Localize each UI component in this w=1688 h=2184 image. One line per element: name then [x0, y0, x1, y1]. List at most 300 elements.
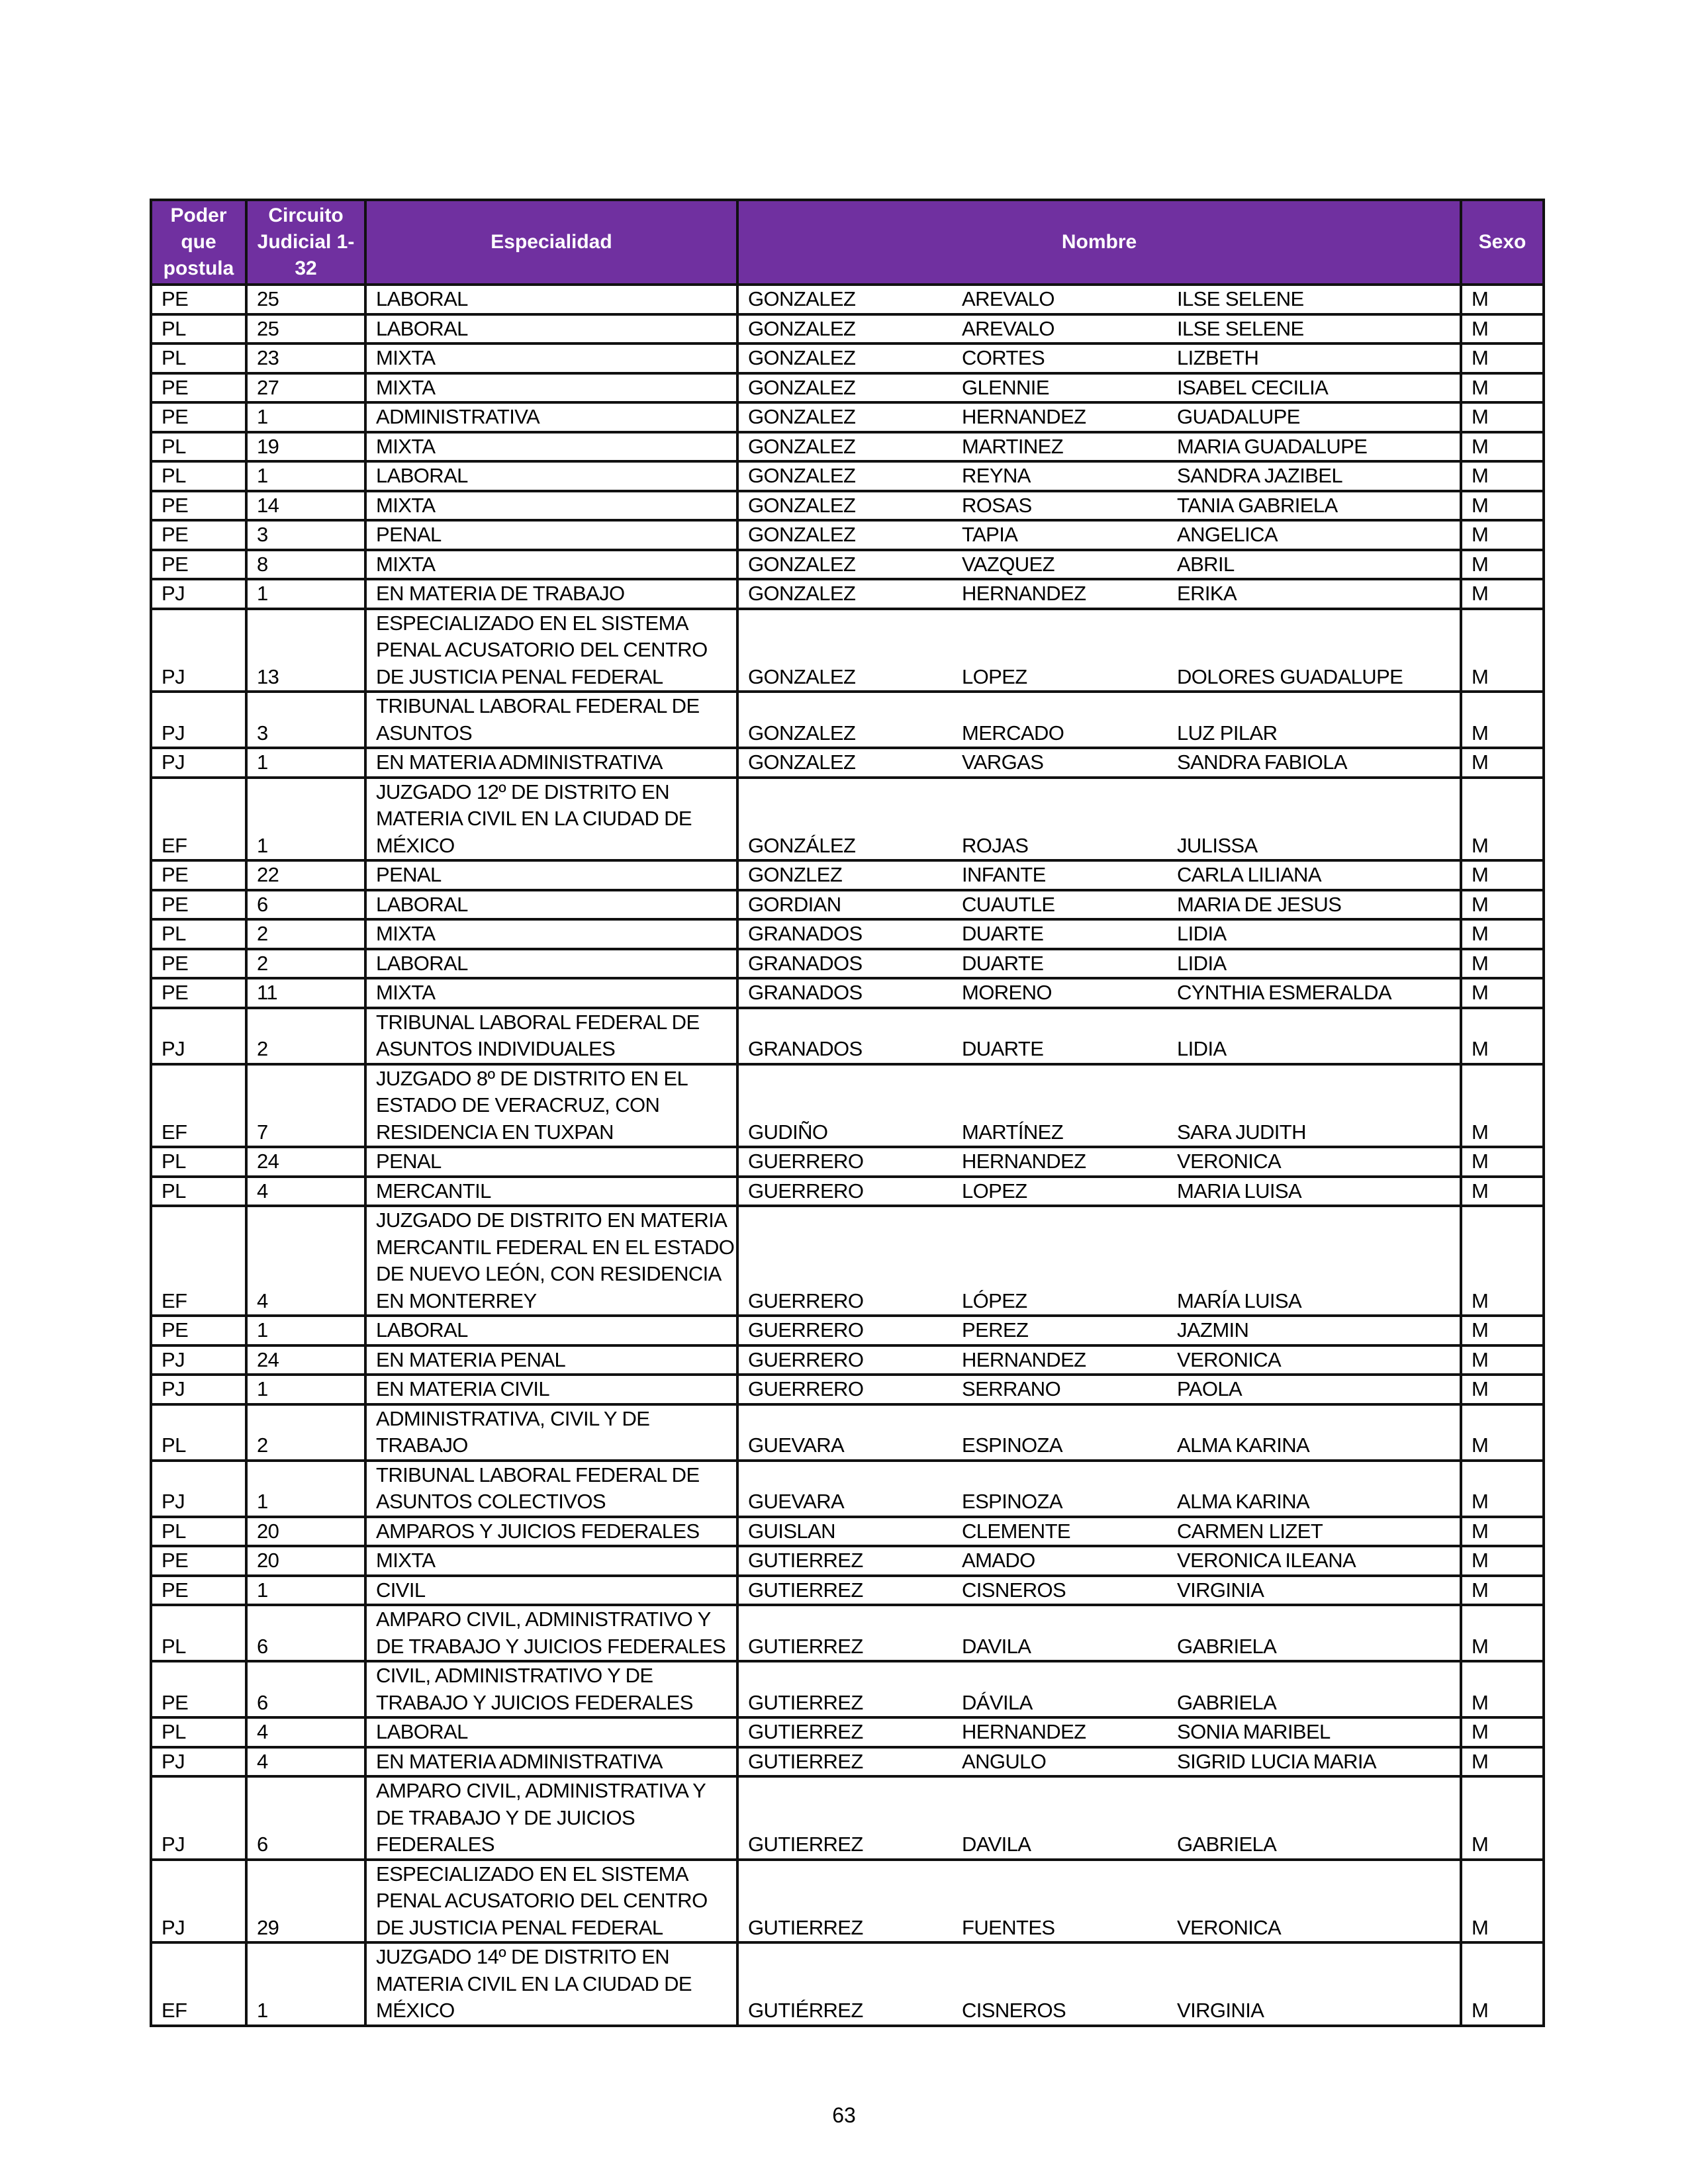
table-row: [151, 314, 1544, 344]
cell-circuito: 1: [246, 1375, 365, 1404]
cell-sexo: M: [1461, 1942, 1544, 2026]
table-row: [151, 579, 1544, 609]
cell-apellido-materno: SERRANO: [953, 1375, 1168, 1404]
cell-sexo: M: [1461, 890, 1544, 920]
cell-poder: PJ: [151, 1008, 246, 1064]
cell-apellido-materno: ROSAS: [953, 491, 1168, 521]
cell-circuito: 1: [246, 1316, 365, 1345]
cell-poder: PJ: [151, 1747, 246, 1777]
cell-especialidad: LABORAL: [365, 1316, 737, 1345]
cell-apellido-materno: HERNANDEZ: [953, 1345, 1168, 1375]
cell-poder: PE: [151, 1546, 246, 1576]
cell-poder: PE: [151, 1576, 246, 1606]
cell-circuito: 1: [246, 748, 365, 778]
cell-apellido-paterno: GUTIÉRREZ: [737, 1942, 953, 2026]
cell-apellido-paterno: GUERRERO: [737, 1147, 953, 1177]
cell-circuito: 4: [246, 1747, 365, 1777]
cell-apellido-paterno: GUEVARA: [737, 1404, 953, 1461]
cell-circuito: 3: [246, 692, 365, 748]
cell-sexo: M: [1461, 1461, 1544, 1517]
cell-apellido-materno: CLEMENTE: [953, 1517, 1168, 1547]
cell-poder: PJ: [151, 1461, 246, 1517]
cell-nombres: VERONICA: [1168, 1345, 1461, 1375]
cell-circuito: 1: [246, 1576, 365, 1606]
cell-especialidad: JUZGADO 14º DE DISTRITO EN MATERIA CIVIL EN LA CIUDAD DE MÉXICO: [365, 1942, 737, 2026]
table-row: [151, 550, 1544, 580]
cell-nombres: GUADALUPE: [1168, 402, 1461, 432]
table-row: [151, 1147, 1544, 1177]
cell-circuito: 23: [246, 343, 365, 373]
cell-poder: PJ: [151, 1345, 246, 1375]
cell-poder: PE: [151, 860, 246, 890]
table-body: [151, 285, 1544, 2026]
cell-apellido-paterno: GUERRERO: [737, 1206, 953, 1316]
cell-sexo: M: [1461, 579, 1544, 609]
cell-especialidad: MIXTA: [365, 1546, 737, 1576]
cell-apellido-paterno: GONZALEZ: [737, 748, 953, 778]
cell-apellido-materno: ESPINOZA: [953, 1404, 1168, 1461]
table-row: [151, 778, 1544, 861]
cell-apellido-materno: CORTES: [953, 343, 1168, 373]
cell-nombres: SARA JUDITH: [1168, 1064, 1461, 1148]
cell-nombres: SANDRA JAZIBEL: [1168, 461, 1461, 491]
cell-nombres: CYNTHIA ESMERALDA: [1168, 978, 1461, 1008]
cell-apellido-materno: DAVILA: [953, 1605, 1168, 1661]
table-row: [151, 1605, 1544, 1661]
cell-sexo: M: [1461, 520, 1544, 550]
cell-apellido-materno: CISNEROS: [953, 1942, 1168, 2026]
header-sexo: Sexo: [1461, 200, 1544, 285]
cell-poder: PE: [151, 1661, 246, 1717]
cell-apellido-paterno: GORDIAN: [737, 890, 953, 920]
cell-especialidad: TRIBUNAL LABORAL FEDERAL DE ASUNTOS INDIVIDUALES: [365, 1008, 737, 1064]
cell-apellido-materno: HERNANDEZ: [953, 1717, 1168, 1747]
cell-apellido-paterno: GUTIERREZ: [737, 1860, 953, 1943]
cell-circuito: 13: [246, 609, 365, 692]
cell-poder: PJ: [151, 579, 246, 609]
cell-apellido-materno: DUARTE: [953, 1008, 1168, 1064]
cell-nombres: ALMA KARINA: [1168, 1461, 1461, 1517]
cell-apellido-materno: REYNA: [953, 461, 1168, 491]
cell-poder: PJ: [151, 1860, 246, 1943]
cell-poder: PE: [151, 285, 246, 314]
cell-circuito: 24: [246, 1345, 365, 1375]
cell-nombres: ABRIL: [1168, 550, 1461, 580]
cell-apellido-paterno: GRANADOS: [737, 978, 953, 1008]
table-row: [151, 1717, 1544, 1747]
cell-sexo: M: [1461, 373, 1544, 403]
cell-sexo: M: [1461, 919, 1544, 949]
cell-circuito: 1: [246, 778, 365, 861]
table-row: [151, 919, 1544, 949]
cell-especialidad: MIXTA: [365, 550, 737, 580]
cell-nombres: DOLORES GUADALUPE: [1168, 609, 1461, 692]
cell-circuito: 14: [246, 491, 365, 521]
cell-sexo: M: [1461, 609, 1544, 692]
cell-apellido-paterno: GRANADOS: [737, 949, 953, 979]
cell-especialidad: MIXTA: [365, 343, 737, 373]
table-row: [151, 748, 1544, 778]
cell-circuito: 22: [246, 860, 365, 890]
cell-sexo: M: [1461, 1661, 1544, 1717]
cell-circuito: 1: [246, 461, 365, 491]
cell-poder: EF: [151, 1942, 246, 2026]
cell-especialidad: MIXTA: [365, 919, 737, 949]
table-row: [151, 1177, 1544, 1206]
cell-sexo: M: [1461, 748, 1544, 778]
cell-poder: PL: [151, 1517, 246, 1547]
cell-sexo: M: [1461, 285, 1544, 314]
cell-poder: EF: [151, 1206, 246, 1316]
cell-circuito: 24: [246, 1147, 365, 1177]
table-row: [151, 491, 1544, 521]
cell-poder: PL: [151, 314, 246, 344]
cell-sexo: M: [1461, 1860, 1544, 1943]
cell-circuito: 19: [246, 432, 365, 462]
cell-circuito: 4: [246, 1177, 365, 1206]
cell-especialidad: ADMINISTRATIVA, CIVIL Y DE TRABAJO: [365, 1404, 737, 1461]
cell-circuito: 2: [246, 919, 365, 949]
table-row: [151, 949, 1544, 979]
cell-apellido-materno: INFANTE: [953, 860, 1168, 890]
cell-apellido-materno: VAZQUEZ: [953, 550, 1168, 580]
cell-nombres: SIGRID LUCIA MARIA: [1168, 1747, 1461, 1777]
cell-apellido-materno: HERNANDEZ: [953, 402, 1168, 432]
cell-especialidad: EN MATERIA ADMINISTRATIVA: [365, 748, 737, 778]
table-row: [151, 890, 1544, 920]
cell-circuito: 25: [246, 314, 365, 344]
cell-apellido-paterno: GONZALEZ: [737, 579, 953, 609]
cell-especialidad: TRIBUNAL LABORAL FEDERAL DE ASUNTOS COLECTIVOS: [365, 1461, 737, 1517]
cell-poder: PL: [151, 1147, 246, 1177]
cell-sexo: M: [1461, 402, 1544, 432]
table-row: [151, 285, 1544, 314]
table-row: [151, 343, 1544, 373]
cell-apellido-materno: DAVILA: [953, 1776, 1168, 1860]
cell-apellido-paterno: GUISLAN: [737, 1517, 953, 1547]
cell-sexo: M: [1461, 1404, 1544, 1461]
cell-apellido-materno: AREVALO: [953, 314, 1168, 344]
cell-especialidad: ESPECIALIZADO EN EL SISTEMA PENAL ACUSATORIO DEL CENTRO DE JUSTICIA PENAL FEDERAL: [365, 609, 737, 692]
header-nombre: Nombre: [737, 200, 1461, 285]
cell-nombres: JULISSA: [1168, 778, 1461, 861]
cell-apellido-paterno: GUDIÑO: [737, 1064, 953, 1148]
cell-sexo: M: [1461, 1605, 1544, 1661]
cell-circuito: 20: [246, 1546, 365, 1576]
cell-apellido-paterno: GONZALEZ: [737, 343, 953, 373]
cell-sexo: M: [1461, 432, 1544, 462]
table-row: [151, 1747, 1544, 1777]
cell-circuito: 1: [246, 1461, 365, 1517]
cell-circuito: 2: [246, 1008, 365, 1064]
cell-sexo: M: [1461, 1147, 1544, 1177]
cell-circuito: 1: [246, 402, 365, 432]
cell-poder: PL: [151, 1177, 246, 1206]
cell-especialidad: LABORAL: [365, 314, 737, 344]
cell-apellido-materno: LOPEZ: [953, 1177, 1168, 1206]
cell-sexo: M: [1461, 1747, 1544, 1777]
cell-nombres: SANDRA FABIOLA: [1168, 748, 1461, 778]
cell-especialidad: LABORAL: [365, 949, 737, 979]
cell-nombres: VERONICA: [1168, 1860, 1461, 1943]
cell-nombres: GABRIELA: [1168, 1661, 1461, 1717]
cell-apellido-materno: DUARTE: [953, 949, 1168, 979]
cell-circuito: 8: [246, 550, 365, 580]
cell-sexo: M: [1461, 1206, 1544, 1316]
cell-especialidad: AMPARO CIVIL, ADMINISTRATIVA Y DE TRABAJO Y DE JUICIOS FEDERALES: [365, 1776, 737, 1860]
cell-sexo: M: [1461, 1776, 1544, 1860]
cell-nombres: VIRGINIA: [1168, 1942, 1461, 2026]
cell-apellido-materno: DÁVILA: [953, 1661, 1168, 1717]
cell-poder: PL: [151, 461, 246, 491]
cell-apellido-paterno: GRANADOS: [737, 919, 953, 949]
cell-apellido-paterno: GUTIERREZ: [737, 1747, 953, 1777]
cell-sexo: M: [1461, 692, 1544, 748]
cell-poder: PL: [151, 343, 246, 373]
cell-nombres: MARIA GUADALUPE: [1168, 432, 1461, 462]
cell-poder: PL: [151, 432, 246, 462]
cell-especialidad: MIXTA: [365, 491, 737, 521]
cell-nombres: VERONICA ILEANA: [1168, 1546, 1461, 1576]
cell-apellido-materno: HERNANDEZ: [953, 579, 1168, 609]
cell-especialidad: CIVIL: [365, 1576, 737, 1606]
cell-nombres: LIZBETH: [1168, 343, 1461, 373]
cell-apellido-materno: MARTÍNEZ: [953, 1064, 1168, 1148]
table-row: [151, 461, 1544, 491]
cell-poder: PL: [151, 919, 246, 949]
cell-especialidad: PENAL: [365, 520, 737, 550]
cell-apellido-materno: AMADO: [953, 1546, 1168, 1576]
cell-circuito: 27: [246, 373, 365, 403]
cell-circuito: 20: [246, 1517, 365, 1547]
table-row: [151, 609, 1544, 692]
cell-nombres: LIDIA: [1168, 919, 1461, 949]
cell-poder: PE: [151, 550, 246, 580]
cell-apellido-materno: VARGAS: [953, 748, 1168, 778]
cell-nombres: ANGELICA: [1168, 520, 1461, 550]
cell-circuito: 2: [246, 949, 365, 979]
cell-apellido-paterno: GUERRERO: [737, 1375, 953, 1404]
cell-especialidad: LABORAL: [365, 890, 737, 920]
table-row: [151, 860, 1544, 890]
cell-nombres: JAZMIN: [1168, 1316, 1461, 1345]
cell-poder: PL: [151, 1605, 246, 1661]
cell-poder: PJ: [151, 748, 246, 778]
cell-apellido-paterno: GUTIERREZ: [737, 1776, 953, 1860]
cell-circuito: 6: [246, 1776, 365, 1860]
cell-nombres: ISABEL CECILIA: [1168, 373, 1461, 403]
cell-nombres: MARÍA LUISA: [1168, 1206, 1461, 1316]
cell-poder: PJ: [151, 1375, 246, 1404]
cell-apellido-paterno: GONZALEZ: [737, 692, 953, 748]
cell-circuito: 7: [246, 1064, 365, 1148]
cell-apellido-materno: MARTINEZ: [953, 432, 1168, 462]
cell-nombres: CARMEN LIZET: [1168, 1517, 1461, 1547]
header-poder: Poder que postula: [151, 200, 246, 285]
cell-apellido-paterno: GUTIERREZ: [737, 1661, 953, 1717]
cell-circuito: 1: [246, 1942, 365, 2026]
table-row: [151, 1461, 1544, 1517]
cell-especialidad: JUZGADO 12º DE DISTRITO EN MATERIA CIVIL EN LA CIUDAD DE MÉXICO: [365, 778, 737, 861]
table-row: [151, 1404, 1544, 1461]
table-row: [151, 373, 1544, 403]
cell-apellido-materno: LOPEZ: [953, 609, 1168, 692]
cell-especialidad: JUZGADO 8º DE DISTRITO EN EL ESTADO DE VERACRUZ, CON RESIDENCIA EN TUXPAN: [365, 1064, 737, 1148]
header-especialidad: Especialidad: [365, 200, 737, 285]
table-row: [151, 1345, 1544, 1375]
cell-nombres: ILSE SELENE: [1168, 314, 1461, 344]
cell-sexo: M: [1461, 860, 1544, 890]
cell-poder: PE: [151, 978, 246, 1008]
cell-especialidad: ESPECIALIZADO EN EL SISTEMA PENAL ACUSATORIO DEL CENTRO DE JUSTICIA PENAL FEDERAL: [365, 1860, 737, 1943]
cell-poder: PE: [151, 949, 246, 979]
cell-apellido-materno: ESPINOZA: [953, 1461, 1168, 1517]
cell-sexo: M: [1461, 343, 1544, 373]
cell-especialidad: MIXTA: [365, 432, 737, 462]
cell-apellido-paterno: GONZALEZ: [737, 285, 953, 314]
cell-especialidad: LABORAL: [365, 461, 737, 491]
cell-apellido-paterno: GONZALEZ: [737, 550, 953, 580]
cell-apellido-paterno: GONZLEZ: [737, 860, 953, 890]
cell-apellido-paterno: GONZALEZ: [737, 520, 953, 550]
table-row: [151, 978, 1544, 1008]
cell-nombres: VIRGINIA: [1168, 1576, 1461, 1606]
cell-apellido-materno: ANGULO: [953, 1747, 1168, 1777]
cell-especialidad: LABORAL: [365, 285, 737, 314]
cell-nombres: TANIA GABRIELA: [1168, 491, 1461, 521]
cell-especialidad: EN MATERIA DE TRABAJO: [365, 579, 737, 609]
cell-sexo: M: [1461, 491, 1544, 521]
table-row: [151, 1206, 1544, 1316]
cell-circuito: 25: [246, 285, 365, 314]
cell-sexo: M: [1461, 1008, 1544, 1064]
cell-sexo: M: [1461, 949, 1544, 979]
table-row: [151, 1375, 1544, 1404]
cell-sexo: M: [1461, 1375, 1544, 1404]
cell-nombres: PAOLA: [1168, 1375, 1461, 1404]
cell-nombres: MARIA DE JESUS: [1168, 890, 1461, 920]
cell-apellido-materno: TAPIA: [953, 520, 1168, 550]
cell-poder: PL: [151, 1404, 246, 1461]
table-row: [151, 432, 1544, 462]
cell-apellido-paterno: GONZALEZ: [737, 491, 953, 521]
cell-circuito: 11: [246, 978, 365, 1008]
cell-apellido-paterno: GUERRERO: [737, 1345, 953, 1375]
cell-circuito: 1: [246, 579, 365, 609]
table-row: [151, 1576, 1544, 1606]
table-row: [151, 1316, 1544, 1345]
cell-poder: PE: [151, 890, 246, 920]
cell-poder: EF: [151, 778, 246, 861]
cell-nombres: LIDIA: [1168, 949, 1461, 979]
cell-especialidad: MERCANTIL: [365, 1177, 737, 1206]
cell-especialidad: LABORAL: [365, 1717, 737, 1747]
cell-apellido-materno: AREVALO: [953, 285, 1168, 314]
cell-sexo: M: [1461, 978, 1544, 1008]
cell-sexo: M: [1461, 1546, 1544, 1576]
cell-nombres: GABRIELA: [1168, 1776, 1461, 1860]
cell-poder: PE: [151, 491, 246, 521]
cell-apellido-paterno: GONZALEZ: [737, 432, 953, 462]
cell-sexo: M: [1461, 1345, 1544, 1375]
cell-apellido-paterno: GUTIERREZ: [737, 1546, 953, 1576]
cell-especialidad: PENAL: [365, 860, 737, 890]
cell-nombres: SONIA MARIBEL: [1168, 1717, 1461, 1747]
cell-nombres: MARIA LUISA: [1168, 1177, 1461, 1206]
cell-poder: EF: [151, 1064, 246, 1148]
cell-nombres: LIDIA: [1168, 1008, 1461, 1064]
cell-apellido-paterno: GRANADOS: [737, 1008, 953, 1064]
cell-sexo: M: [1461, 1316, 1544, 1345]
table-row: [151, 1008, 1544, 1064]
cell-nombres: VERONICA: [1168, 1147, 1461, 1177]
candidates-table: [150, 199, 1545, 2027]
cell-poder: PL: [151, 1717, 246, 1747]
cell-sexo: M: [1461, 1064, 1544, 1148]
cell-sexo: M: [1461, 778, 1544, 861]
cell-poder: PJ: [151, 1776, 246, 1860]
cell-apellido-paterno: GUTIERREZ: [737, 1576, 953, 1606]
cell-apellido-materno: HERNANDEZ: [953, 1147, 1168, 1177]
cell-nombres: LUZ PILAR: [1168, 692, 1461, 748]
cell-apellido-materno: MERCADO: [953, 692, 1168, 748]
cell-sexo: M: [1461, 1576, 1544, 1606]
cell-circuito: 6: [246, 1661, 365, 1717]
table-row: [151, 520, 1544, 550]
table-row: [151, 692, 1544, 748]
cell-apellido-materno: ROJAS: [953, 778, 1168, 861]
table-header: [151, 200, 1544, 285]
cell-especialidad: EN MATERIA PENAL: [365, 1345, 737, 1375]
cell-apellido-paterno: GONZÁLEZ: [737, 778, 953, 861]
page-number: 63: [832, 2103, 856, 2127]
cell-apellido-materno: CUAUTLE: [953, 890, 1168, 920]
cell-circuito: 4: [246, 1717, 365, 1747]
cell-sexo: M: [1461, 1717, 1544, 1747]
header-circuito: Circuito Judicial 1-32: [246, 200, 365, 285]
cell-sexo: M: [1461, 1517, 1544, 1547]
cell-apellido-materno: DUARTE: [953, 919, 1168, 949]
cell-apellido-paterno: GONZALEZ: [737, 373, 953, 403]
table-row: [151, 1064, 1544, 1148]
cell-apellido-paterno: GUERRERO: [737, 1316, 953, 1345]
cell-apellido-paterno: GONZALEZ: [737, 461, 953, 491]
cell-nombres: GABRIELA: [1168, 1605, 1461, 1661]
table-row: [151, 1546, 1544, 1576]
cell-apellido-materno: LÓPEZ: [953, 1206, 1168, 1316]
table-row: [151, 1942, 1544, 2026]
table-row: [151, 402, 1544, 432]
cell-especialidad: MIXTA: [365, 978, 737, 1008]
cell-poder: PJ: [151, 609, 246, 692]
cell-especialidad: CIVIL, ADMINISTRATIVO Y DE TRABAJO Y JUICIOS FEDERALES: [365, 1661, 737, 1717]
cell-apellido-paterno: GONZALEZ: [737, 609, 953, 692]
cell-sexo: M: [1461, 1177, 1544, 1206]
cell-apellido-paterno: GUEVARA: [737, 1461, 953, 1517]
cell-especialidad: JUZGADO DE DISTRITO EN MATERIA MERCANTIL FEDERAL EN EL ESTADO DE NUEVO LEÓN, CON RESIDENCIA EN MONTERREY: [365, 1206, 737, 1316]
cell-circuito: 4: [246, 1206, 365, 1316]
cell-poder: PE: [151, 1316, 246, 1345]
cell-especialidad: EN MATERIA CIVIL: [365, 1375, 737, 1404]
cell-especialidad: MIXTA: [365, 373, 737, 403]
cell-circuito: 3: [246, 520, 365, 550]
cell-apellido-paterno: GONZALEZ: [737, 314, 953, 344]
cell-circuito: 6: [246, 1605, 365, 1661]
cell-poder: PE: [151, 520, 246, 550]
cell-especialidad: ADMINISTRATIVA: [365, 402, 737, 432]
cell-apellido-paterno: GUTIERREZ: [737, 1605, 953, 1661]
cell-especialidad: PENAL: [365, 1147, 737, 1177]
